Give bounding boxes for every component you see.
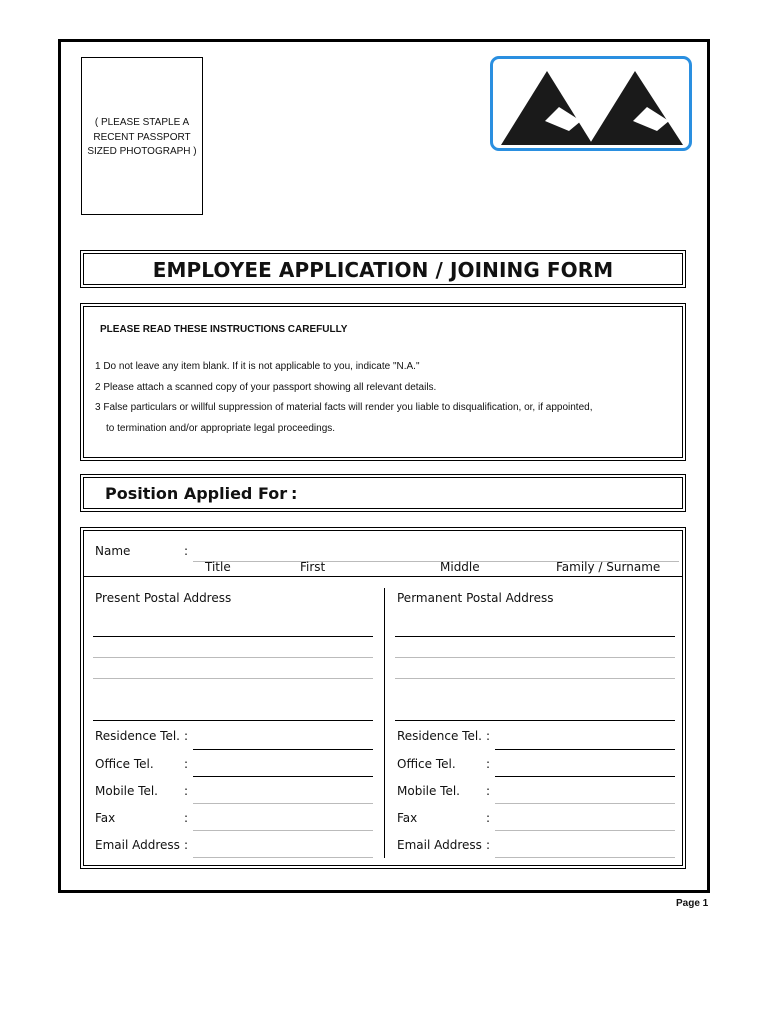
permanent-email-input[interactable] [495, 857, 675, 858]
instruction-item: 2 Please attach a scanned copy of your passport showing all relevant details. [95, 382, 437, 393]
permanent-address-heading: Permanent Postal Address [397, 591, 554, 605]
present-fax-input[interactable] [193, 830, 373, 831]
field-colon: : [486, 811, 491, 825]
position-applied-box [80, 474, 686, 512]
name-part-middle: Middle [440, 560, 480, 574]
permanent-fax-label: Fax [397, 811, 418, 825]
instructions-box [80, 303, 686, 461]
permanent-office-tel-label: Office Tel. [397, 757, 456, 771]
instruction-item: 1 Do not leave any item blank. If it is not applicable to you, indicate "N.A." [95, 361, 420, 372]
page-number: Page 1 [676, 898, 709, 909]
field-colon: : [184, 838, 189, 852]
instruction-item: 3 False particulars or willful suppression of material facts will render you liable to disqualification, or, if appointed, [95, 402, 593, 413]
present-mobile-tel-label: Mobile Tel. [95, 784, 158, 798]
form-title-box [80, 250, 686, 288]
field-colon: : [184, 729, 189, 743]
instructions-heading: PLEASE READ THESE INSTRUCTIONS CAREFULLY [100, 324, 348, 335]
permanent-address-line[interactable] [395, 678, 675, 679]
position-applied-colon: : [291, 484, 298, 503]
present-mobile-tel-input[interactable] [193, 803, 373, 804]
permanent-office-tel-input[interactable] [495, 776, 675, 777]
permanent-address-line[interactable] [395, 636, 675, 637]
permanent-address-line[interactable] [395, 657, 675, 658]
present-address-line[interactable] [93, 657, 373, 658]
instruction-item: to termination and/or appropriate legal proceedings. [106, 423, 336, 434]
present-email-label: Email Address [95, 838, 180, 852]
passport-photo-box [81, 57, 203, 215]
company-logo [490, 56, 692, 151]
field-colon: : [184, 811, 189, 825]
present-address-line[interactable] [93, 678, 373, 679]
present-fax-label: Fax [95, 811, 116, 825]
present-address-heading: Present Postal Address [95, 591, 232, 605]
field-colon: : [486, 729, 491, 743]
present-email-input[interactable] [193, 857, 373, 858]
permanent-mobile-tel-label: Mobile Tel. [397, 784, 460, 798]
form-title: EMPLOYEE APPLICATION / JOINING FORM [152, 258, 614, 282]
name-part-first: First [300, 560, 326, 574]
name-part-title: Title [205, 560, 231, 574]
present-address-line[interactable] [93, 636, 373, 637]
present-residence-tel-input[interactable] [193, 749, 373, 750]
position-applied-label: Position Applied For [105, 484, 288, 503]
field-colon: : [184, 784, 189, 798]
field-colon: : [486, 838, 491, 852]
permanent-residence-tel-input[interactable] [495, 749, 675, 750]
name-label: Name [95, 544, 131, 558]
present-office-tel-label: Office Tel. [95, 757, 154, 771]
present-address-line[interactable] [93, 720, 373, 721]
address-column-divider [384, 588, 385, 858]
name-part-surname: Family / Surname [556, 560, 661, 574]
permanent-address-line[interactable] [395, 720, 675, 721]
field-colon: : [184, 757, 189, 771]
permanent-mobile-tel-input[interactable] [495, 803, 675, 804]
permanent-residence-tel-label: Residence Tel. [397, 729, 482, 743]
name-colon: : [184, 544, 189, 558]
permanent-fax-input[interactable] [495, 830, 675, 831]
permanent-email-label: Email Address [397, 838, 482, 852]
field-colon: : [486, 757, 491, 771]
personal-details-box [80, 527, 686, 869]
field-colon: : [486, 784, 491, 798]
name-row-divider [84, 576, 682, 577]
present-office-tel-input[interactable] [193, 776, 373, 777]
present-residence-tel-label: Residence Tel. [95, 729, 180, 743]
triangle-logo-icon [499, 65, 685, 145]
photo-instruction: ( PLEASE STAPLE A RECENT PASSPORT SIZED PHOTOGRAPH ) [87, 117, 197, 157]
